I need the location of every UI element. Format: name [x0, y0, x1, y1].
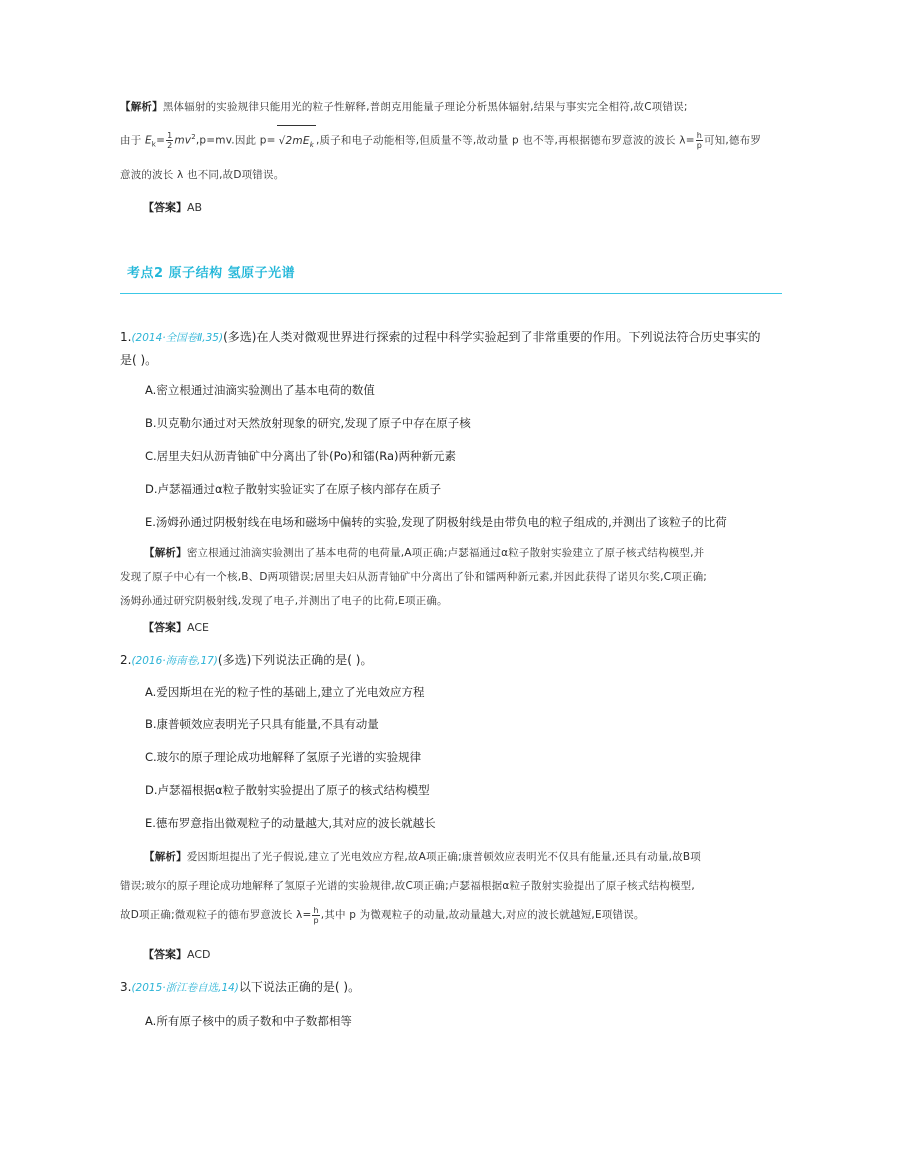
question-1-option-d: D.卢瑟福通过α粒子散射实验证实了在原子核内部存在质子 — [145, 482, 442, 496]
question-1-stem: 1.(2014·全国卷Ⅱ,35)(多选)在人类对微观世界进行探索的过程中科学实验起到了非常重要的作用。下列说法符合历史事实的 是( )。 — [120, 330, 761, 367]
section-title: 考点2 原子结构 氢原子光谱 — [127, 266, 296, 281]
top-analysis-line-2: 由于 $E_k=$ $\frac{1}{2}$ $mv^2,p=mv$.因此 $p= √2mE_k$ ,质子和电子动能相等,但质量不等,故动量 p 也不等,再根据德布罗意波的波长 λ= $\frac{h}{p}$ 可知,德布罗 — [120, 122, 785, 160]
question-1-option-b: B.贝克勒尔通过对天然放射现象的研究,发现了原子中存在原子核 — [145, 416, 471, 430]
fraction-h-over-p: $\frac{h}{p}$ — [313, 905, 319, 925]
question-1-option-e: E.汤姆孙通过阴极射线在电场和磁场中偏转的实验,发现了阴极射线是由带负电的粒子组成的,并测出了该粒子的比荷 — [145, 515, 727, 529]
question-3-stem: 3.(2015·浙江卷自选,14)以下说法正确的是( )。 — [120, 980, 361, 994]
question-1-analysis: 【解析】密立根通过油滴实验测出了基本电荷的电荷量,A项正确;卢瑟福通过α粒子散射实验建立了原子核式结构模型,并 发现了原子中心有一个核,B、D两项错误;居里夫妇从沥青铀矿中分离出了钋和镭两种新元素,并因此获得了诺贝尔奖,C项正确; 汤姆孙通过研究阴极射线,发现了电子,并测出了电子的比荷,E项正确。 — [120, 547, 708, 607]
top-analysis — [120, 92, 785, 190]
question-3-source: (2015·浙江卷自选,14) — [131, 982, 239, 994]
top-analysis-line-3: 意波的波长 λ 也不同,故D项错误。 — [120, 168, 285, 181]
question-3-option-a: A.所有原子核中的质子数和中子数都相等 — [145, 1014, 352, 1028]
question-1-option-c: C.居里夫妇从沥青铀矿中分离出了钋(Po)和镭(Ra)两种新元素 — [145, 449, 456, 463]
question-2-option-d: D.卢瑟福根据α粒子散射实验提出了原子的核式结构模型 — [145, 783, 430, 797]
question-2-option-e: E.德布罗意指出微观粒子的动量越大,其对应的波长就越长 — [145, 816, 436, 830]
question-2-answer: 【答案】ACD — [143, 948, 211, 961]
question-2-stem: 2.(2016·海南卷,17)(多选)下列说法正确的是( )。 — [120, 653, 373, 667]
sqrt-expression: $√2mE_k$ — [277, 125, 316, 160]
question-1-source: (2014·全国卷Ⅱ,35) — [131, 332, 224, 344]
question-2-analysis: 【解析】爱因斯坦提出了光子假说,建立了光电效应方程,故A项正确;康普顿效应表明光不仅具有能量,还具有动量,故B项 错误;玻尔的原子理论成功地解释了氢原子光谱的实验规律,故C项正确;卢瑟福根据α粒子散射实验提出了原子核式结构模型, 故D项正确;微观粒子的德布罗意波长 λ= $\frac{h}{p}$ ,其中 p 为微观粒子的动量,故动量越大,对应的波长就越短,E项错误。 — [120, 851, 701, 925]
question-2-option-b: B.康普顿效应表明光子只具有能量,不具有动量 — [145, 717, 379, 731]
fraction-half: $\frac{1}{2}$ — [167, 131, 173, 150]
analysis-label: 【解析】 — [120, 101, 163, 113]
question-2-option-c: C.玻尔的原子理论成功地解释了氢原子光谱的实验规律 — [145, 750, 422, 764]
question-2-option-a: A.爱因斯坦在光的粒子性的基础上,建立了光电效应方程 — [145, 685, 425, 699]
fraction-h-over-p: $\frac{h}{p}$ — [696, 131, 702, 150]
question-1-option-a: A.密立根通过油滴实验测出了基本电荷的数值 — [145, 383, 375, 397]
top-answer: 【答案】AB — [143, 201, 203, 214]
question-1-answer: 【答案】ACE — [143, 621, 209, 634]
top-analysis-line-1: 【解析】黑体辐射的实验规律只能用光的粒子性解释,普朗克用能量子理论分析黑体辐射,结果与事实完全相符,故C项错误; — [120, 101, 688, 113]
section-divider — [120, 293, 782, 294]
question-2-source: (2016·海南卷,17) — [131, 655, 218, 667]
